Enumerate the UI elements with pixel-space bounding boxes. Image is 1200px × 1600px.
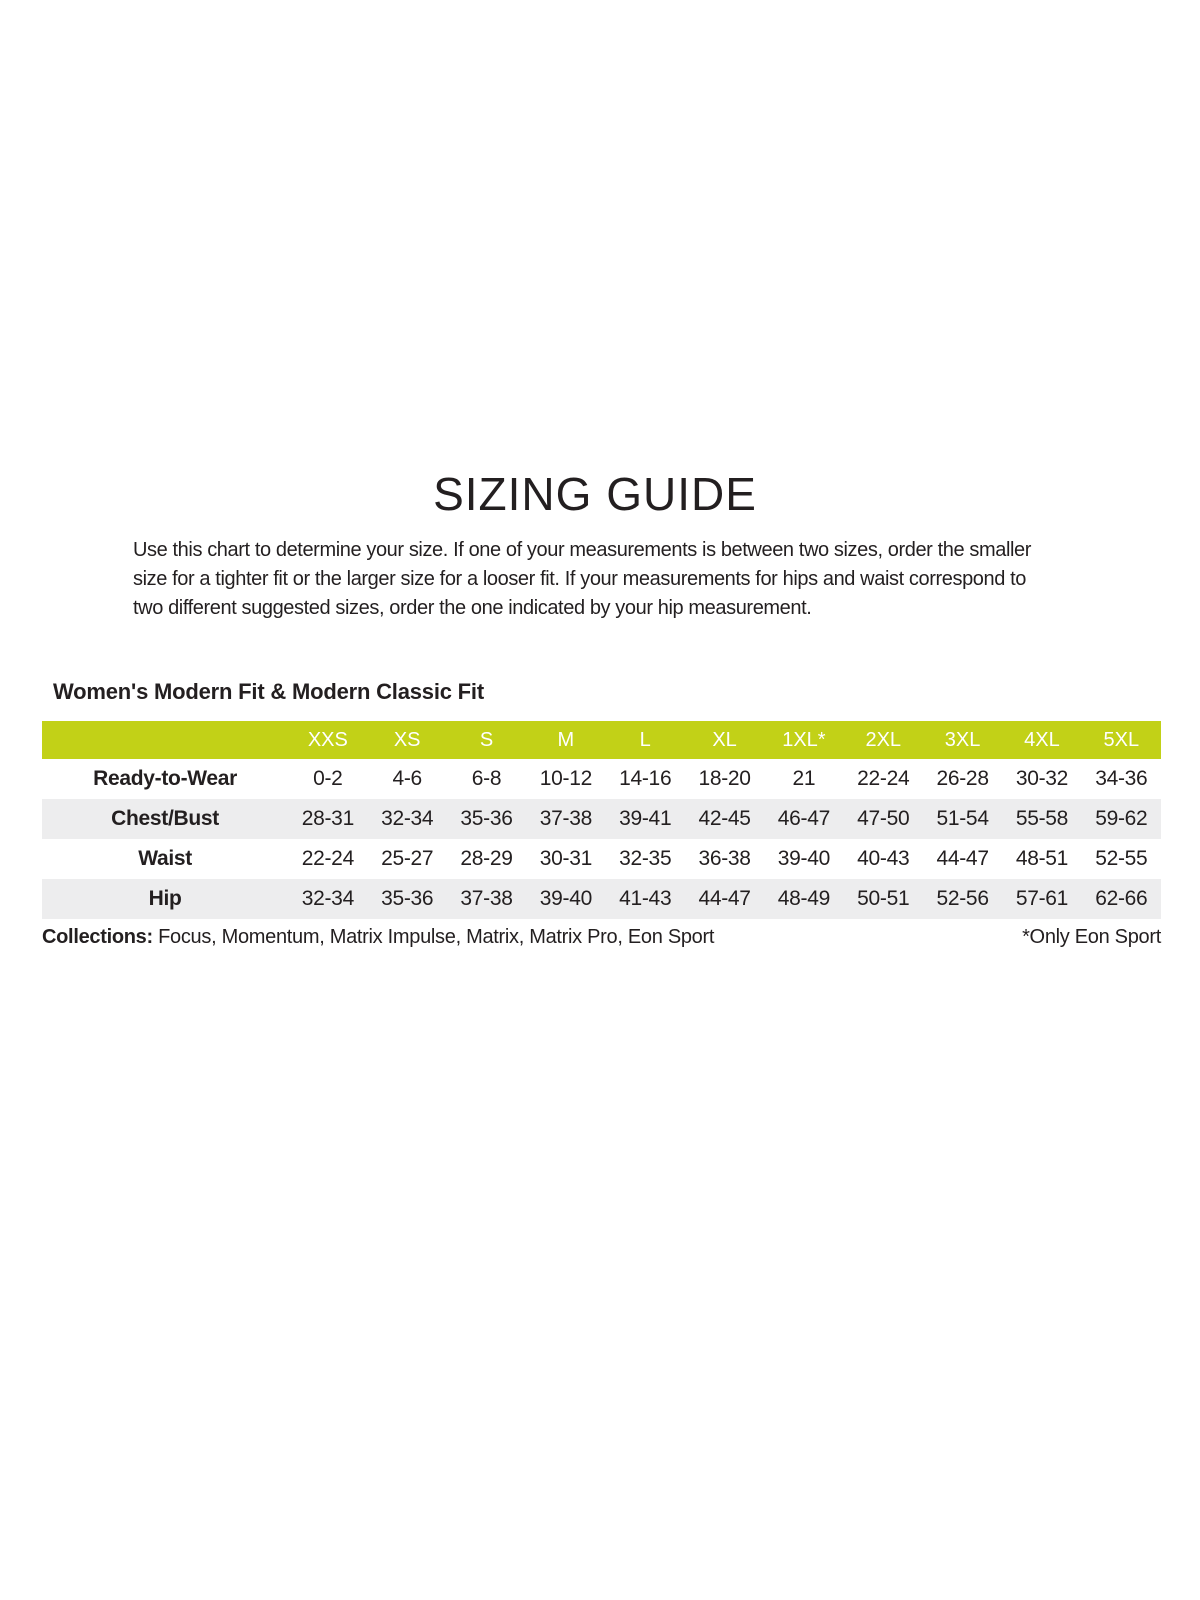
size-cell: 57-61 — [1002, 879, 1081, 919]
size-cell: 62-66 — [1082, 879, 1161, 919]
size-cell: 50-51 — [844, 879, 923, 919]
table-row — [42, 759, 1161, 799]
row-label: Chest/Bust — [42, 799, 288, 839]
size-column-header: L — [606, 721, 685, 759]
size-cell: 35-36 — [447, 799, 526, 839]
size-cell: 37-38 — [447, 879, 526, 919]
size-cell: 39-41 — [606, 799, 685, 839]
size-cell: 39-40 — [526, 879, 605, 919]
size-cell: 26-28 — [936, 767, 989, 790]
size-cell: 48-49 — [764, 879, 843, 919]
table-row — [42, 839, 1161, 879]
size-cell: 44-47 — [685, 879, 764, 919]
size-cell: 28-31 — [288, 799, 367, 839]
corner-cell — [42, 721, 288, 759]
size-column-header: XL — [685, 721, 764, 759]
size-cell: 25-27 — [381, 847, 434, 870]
size-cell: 22-24 — [301, 847, 354, 870]
page-title: SIZING GUIDE — [433, 468, 757, 520]
size-cell: 18-20 — [698, 767, 751, 790]
size-cell: 44-47 — [936, 847, 989, 870]
size-cell: 52-55 — [1095, 847, 1148, 870]
size-cell: 48-51 — [1015, 847, 1069, 870]
intro-line: Use this chart to determine your size. If one of your measurements is between two sizes, order the smaller — [133, 539, 1032, 561]
size-column-header: 4XL — [1002, 721, 1081, 759]
size-column-header: M — [526, 721, 605, 759]
size-cell: 55-58 — [1002, 799, 1081, 839]
size-cell: 14-16 — [619, 767, 672, 790]
size-table — [42, 721, 1161, 919]
size-cell: 4-6 — [392, 767, 422, 790]
section-heading: Women's Modern Fit & Modern Classic Fit — [53, 679, 484, 704]
size-cell: 32-34 — [288, 879, 367, 919]
size-column-header: S — [447, 721, 526, 759]
size-cell: 10-12 — [539, 767, 592, 790]
size-cell: 32-35 — [619, 847, 672, 870]
size-cell: 30-31 — [539, 847, 592, 870]
size-cell: 41-43 — [606, 879, 685, 919]
collections-footer — [42, 924, 1161, 950]
size-header-row — [42, 721, 1161, 759]
intro-line: two different suggested sizes, order the one indicated by your hip measurement. — [133, 597, 812, 619]
row-label: Waist — [138, 847, 192, 870]
collections-list: Focus, Momentum, Matrix Impulse, Matrix, Matrix Pro, Eon Sport — [152, 926, 715, 948]
size-cell: 51-54 — [923, 799, 1002, 839]
collections-text — [42, 924, 714, 950]
size-cell: 0-2 — [313, 767, 343, 790]
row-label: Ready-to-Wear — [93, 767, 238, 790]
size-column-header: 5XL — [1082, 721, 1161, 759]
size-cell: 32-34 — [368, 799, 447, 839]
size-cell: 34-36 — [1095, 767, 1148, 790]
size-cell: 22-24 — [857, 767, 910, 790]
size-column-header: 1XL* — [764, 721, 843, 759]
intro-line: size for a tighter fit or the larger size for a looser fit. If your measurements for hips and waist correspond to — [133, 568, 1026, 590]
size-cell: 6-8 — [471, 767, 502, 790]
collections-label: Collections: — [42, 926, 153, 948]
size-cell: 40-43 — [857, 847, 910, 870]
table-row — [42, 799, 1161, 839]
size-cell: 35-36 — [368, 879, 447, 919]
size-cell: 59-62 — [1082, 799, 1161, 839]
size-cell: 46-47 — [764, 799, 843, 839]
intro-paragraph — [133, 536, 1200, 623]
size-cell: 21 — [792, 767, 816, 790]
size-column-header: XS — [368, 721, 447, 759]
table-row — [42, 879, 1161, 919]
size-cell: 37-38 — [526, 799, 605, 839]
size-cell: 30-32 — [1015, 767, 1069, 790]
size-column-header: 2XL — [844, 721, 923, 759]
size-cell: 28-29 — [460, 847, 513, 870]
size-cell: 39-40 — [777, 847, 831, 870]
size-cell: 47-50 — [844, 799, 923, 839]
size-column-header: 3XL — [923, 721, 1002, 759]
size-cell: 36-38 — [698, 847, 751, 870]
size-cell: 42-45 — [685, 799, 764, 839]
size-cell: 52-56 — [923, 879, 1002, 919]
size-column-header: XXS — [288, 721, 367, 759]
footnote: *Only Eon Sport — [1022, 926, 1161, 948]
row-label: Hip — [42, 879, 288, 919]
size-table-body — [42, 759, 1161, 919]
